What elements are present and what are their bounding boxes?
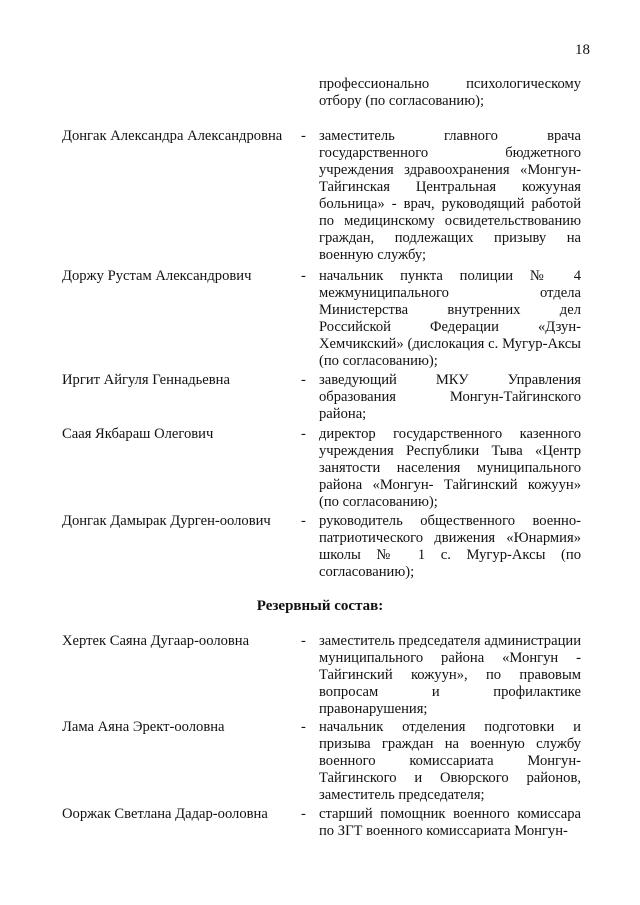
member-role: директор государственного казенного учреждения Республики Тыва «Центр занятости населения муниципального района «Монгун- Тайгинский кожуун» (по согласованию); [319,426,581,510]
member-role: старший помощник военного комиссара по ЗГТ военного комиссариата Монгун- [319,806,581,839]
member-name: Донгак Александра Александровна [62,128,283,144]
member-role: заведующий МКУ Управления образования Монгун-Тайгинского района; [319,372,581,422]
member-role: заместитель председателя администрации муниципального района «Монгун - Тайгинский кожуун», по правовым вопросам и профилактике правонарушения; [319,633,582,717]
entry-dash: - [301,372,306,388]
intro-text: профессионально психологическому отбору (по согласованию); [319,76,581,109]
member-name: Хертек Саяна Дугаар-ооловна [62,633,250,649]
entry-dash: - [301,806,306,822]
entry-dash: - [301,513,306,529]
member-name: Иргит Айгуля Геннадьевна [62,372,230,388]
entry-dash: - [301,719,306,735]
member-role: начальник пункта полиции № 4 межмуниципального отдела Министерства внутренних дел Российской Федерации «Дзун-Хемчикский» (дислокация с. Мугур-Аксы (по согласованию); [319,268,581,369]
member-role: руководитель общественного военно-патриотического движения «Юнармия» школы № 1 с. Мугур-Аксы (по согласованию); [319,513,581,580]
member-role: начальник отделения подготовки и призыва граждан на военную службу военного комиссариата Монгун-Тайгинского и Овюрского районов, заместитель председателя; [319,719,581,803]
member-name: Лама Аяна Эрект-ооловна [62,719,225,735]
member-name: Саая Якбараш Олегович [62,426,214,442]
entry-dash: - [301,268,306,284]
entry-dash: - [301,633,306,649]
member-name: Ооржак Светлана Дадар-ооловна [62,806,268,822]
page-number: 18 [575,42,590,58]
member-name: Доржу Рустам Александрович [62,268,252,284]
entry-dash: - [301,426,306,442]
entry-dash: - [301,128,306,144]
reserve-section-title: Резервный состав: [256,598,384,614]
member-role: заместитель главного врача государственного бюджетного учреждения здравоохранения «Монгун-Тайгинская Центральная кожууная больница» - врач, руководящий работой по медицинскому освидетельствованию граждан, подлежащих призыву на военную службу; [319,128,581,263]
member-name: Донгак Дамырак Дурген-оолович [62,513,271,529]
